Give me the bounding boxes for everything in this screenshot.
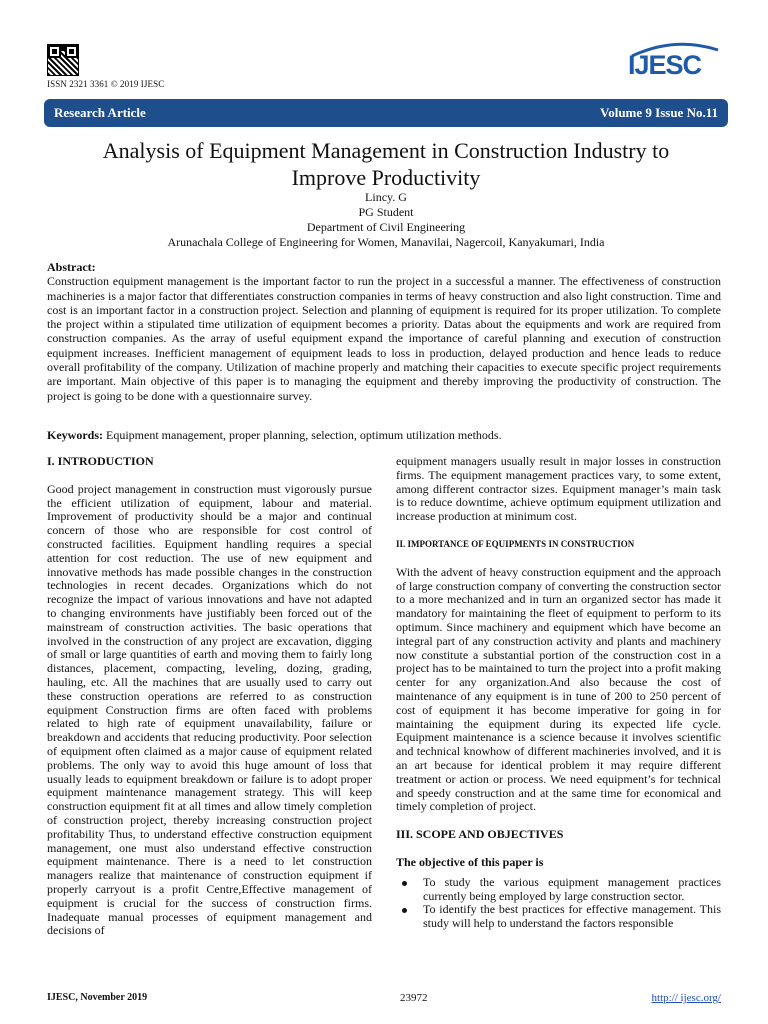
title-line-2: Improve Productivity xyxy=(291,165,481,190)
title-line-1: Analysis of Equipment Management in Construction Industry to xyxy=(102,138,670,163)
list-item: To identify the best practices for effective management. This study will help to understand the factors responsible xyxy=(396,903,721,931)
qr-code-icon xyxy=(47,44,79,76)
author-name: Lincy. G xyxy=(365,190,407,204)
abstract-section xyxy=(47,260,721,403)
author-block xyxy=(44,190,728,250)
keywords-line xyxy=(47,428,721,442)
author-role: PG Student xyxy=(358,205,414,219)
intro-heading: I. INTRODUCTION xyxy=(47,454,154,468)
abstract-heading: Abstract: xyxy=(47,260,96,274)
page-number: 23972 xyxy=(400,992,428,1004)
objective-heading: The objective of this paper is xyxy=(396,854,544,869)
importance-heading: II. IMPORTANCE OF EQUIPMENTS IN CONSTRUCTION xyxy=(396,538,635,549)
left-column xyxy=(47,455,372,938)
bullet-icon xyxy=(402,881,407,886)
scope-heading: III. SCOPE AND OBJECTIVES xyxy=(396,827,564,842)
journal-logo: IJESC xyxy=(628,50,702,80)
paper-title xyxy=(44,137,728,191)
volume-issue: Volume 9 Issue No.11 xyxy=(600,105,718,120)
issn-line: ISSN 2321 3361 © 2019 IJESC xyxy=(47,79,165,89)
header-banner xyxy=(44,99,728,127)
list-item: To study the various equipment management practices currently being employed by large construction sector. xyxy=(396,876,721,904)
abstract-text: Construction equipment management is the important factor to run the project in a successful a manner. The effectiveness of construction machineries is a major factor that differentiates construction companies in terms of heavy construction and also light construction. Time and cost is an important factor in a construction project. Selection and planning of equipment is required for its proper utilization. To complete the project within a stipulated time utilization of equipment becomes a priority. Datas about the equipments and work are required from construction companies. As the array of useful equipment expand the importance of careful planning and execution of construction equipment increases. Inefficient management of equipment leads to loss in production, delayed production and hence leads to reduce overall profitability of the company. Utilization of machine properly and matching their capacities to execute specific project requirements are important. Main objective of this paper is to managing the equipment and thereby improving the productivity of construction. The project is going to be done with a questionnaire survey. xyxy=(47,274,721,403)
keywords-label: Keywords: xyxy=(47,428,103,442)
footer-journal-date: IJESC, November 2019 xyxy=(47,992,148,1003)
intro-continued-paragraph: equipment managers usually result in major losses in construction firms. The equipment management practices vary, to some extent, among different contractor sizes. Equipment manager’s main task is to reduce downtime, achieve optimum equipment utilization and increase production at minimum cost. xyxy=(396,454,721,524)
intro-paragraph: Good project management in construction must vigorously pursue the efficient utilization of equipment, labour and material. Improvement of productivity should be a major and continual concern of those who are responsible for cost control of constructed facilities. Equipment handling requires a special attention for cost reduction. The use of new equipment and innovative methods has made possible changes in the construction technologies in recent decades. Organizations which do not recognize the impact of various innovations and have not adapted to changing environments have justifiably been forced out of the mainstream of construction activities. The basic operations that involved in the construction of any project are excavation, digging of small or large quantities of earth and moving them to fairly long distances, placement, compacting, leveling, dozing, grading, hauling, etc. All the machines that are usually used to carry out these construction operations are referred to as construction equipment Construction firms are often faced with problems related to high rate of equipment unavailability, failure or breakdown and accidents that reducing productivity. Poor selection of equipment often claimed as a major cause of equipment related problems. The only way to avoid this huge amount of loss that usually leads to equipment breakdown or failure is to adopt proper equipment maintenance management strategy. This will keep construction equipment fit at all times and allow timely completion of construction project, thereby increasing construction project profitability Thus, to understand effective construction equipment management, one must also understand effective construction equipment maintenance. There is a need to let construction managers realize that maintenance of construction equipment if properly carryout is a profit Centre,Effective management of equipment is crucial for the success of construction firms. Inadequate manual processes of equipment management and decisions of xyxy=(47,481,372,938)
article-type: Research Article xyxy=(54,105,146,120)
importance-paragraph: With the advent of heavy construction equipment and the approach of large construction company of converting the construction sector to a more mechanized and in turn an organized sector has made it mandatory for maintaining the fleet of equipment to perform to its optimum. Since machinery and equipment which have become an integral part of any construction activity and plants and machinery now constitute a substantial portion of the construction cost in a project has to be maintained to turn the project into a profit making center for any organization.And also because the cost of maintenance of any equipment is in tune of 200 to 250 percent of cost of equipment it has become imperative for going in for maintaining the equipment during its expected life cycle. Equipment maintenance is a science because it involves scientific and technical knowhow of different machineries involved, and it is an art because for identical problem it may require different treatment or action or process. We need equipment’s for technical and speedy construction and at the same time for economical and timely completion of project. xyxy=(396,564,722,814)
journal-link[interactable]: http:// ijesc.org/ xyxy=(651,992,721,1004)
author-department: Department of Civil Engineering xyxy=(306,220,466,234)
objectives-list xyxy=(396,876,721,931)
author-affiliation: Arunachala College of Engineering for Women, Manavilai, Nagercoil, Kanyakumari, India xyxy=(167,235,605,249)
bullet-icon xyxy=(402,908,407,913)
right-column xyxy=(396,455,721,931)
keywords-text: Equipment management, proper planning, selection, optimum utilization methods. xyxy=(103,428,502,442)
